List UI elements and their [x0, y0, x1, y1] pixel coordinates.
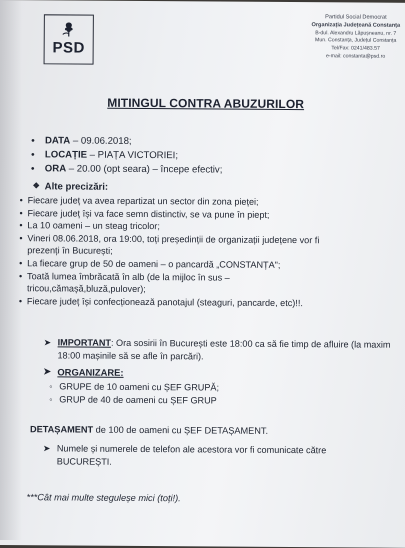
- list-item: • Fiecare județ își va face semn distinctiv, se va pune în piept;: [19, 207, 379, 222]
- organization-name: Organizația Județeană Constanța: [311, 21, 401, 29]
- names-note: ➤ Numele și numerele de telefon ale acestora vor fi comunicate către BUCUREȘTI.: [42, 443, 327, 467]
- detachment-text: de 100 de oameni cu ȘEF DETAȘAMENT.: [93, 424, 269, 436]
- rose-icon: [57, 19, 81, 37]
- header-contact: [296, 14, 405, 62]
- document-title: MITINGUL CONTRA ABUZURILOR: [107, 95, 305, 112]
- arrow-icon: ➤: [43, 337, 52, 348]
- list-item: ◦ GRUP de 40 de oameni cu ȘEF GRUP: [49, 393, 219, 407]
- other-details-heading: ❖ Alte precizări:: [33, 181, 109, 193]
- list-item-line: prezenți în București;: [27, 245, 113, 257]
- phone-line: Tel/Fax: 0241/483.57: [331, 45, 380, 52]
- arrow-icon: ➤: [42, 443, 51, 454]
- info-item-location: ● LOCAȚIE – PIAȚA VICTORIEI;: [31, 148, 223, 163]
- party-name: Partidul Social Democrat: [325, 14, 387, 21]
- info-item-date: ● DATA – 09.06.2018;: [31, 134, 223, 149]
- address-line-1: B-dul. Alexandru Lăpușneanu, nr. 7: [315, 29, 397, 37]
- important-text: : Ora sosirii în București este 18:00 ca să fie timp de afluire (la maxim 18:00 mașinile să se afle în parcări).: [57, 337, 391, 362]
- event-info-list: [31, 134, 223, 177]
- other-details-list: [19, 194, 380, 310]
- arrow-icon: ➤: [43, 366, 51, 377]
- list-item-line: • Vineri 08.06.2018, ora 19:00, toți președinții de organizații județene vor fi: [27, 232, 320, 246]
- list-item-line: tricou,cămașă,bluză,pulover);: [26, 283, 146, 295]
- footer-note: ***Cât mai multe steguleșe mici (toți!).: [26, 492, 181, 504]
- organize-list: [49, 380, 219, 407]
- detachment-label: DETAȘAMENT: [29, 424, 94, 435]
- email-line: e-mail: constanta@psd.ro: [326, 53, 386, 60]
- address-line-2: Mun. Constanța, Județul Constanța: [315, 37, 397, 45]
- list-item: [19, 270, 379, 298]
- logo-text: PSD: [52, 39, 85, 57]
- list-item: • La 10 oameni – un steag tricolor;: [19, 219, 379, 234]
- important-label: IMPORTANT: [57, 337, 112, 348]
- organize-heading: ➤ ORGANIZARE:: [43, 366, 124, 378]
- list-item: [19, 232, 379, 260]
- important-note: [43, 336, 402, 364]
- psd-logo: [44, 14, 94, 64]
- list-item: ◦ GRUPE de 10 oameni cu ȘEF GRUPĂ;: [49, 380, 219, 394]
- list-item: • La fiecare grup de 50 de oameni – o pancardă „CONSTANȚA";: [19, 257, 379, 272]
- list-item: • Fiecare județ va avea repartizat un sector din zona pieței;: [20, 194, 380, 209]
- detachment-line: [30, 424, 268, 436]
- list-item-line: • Toată lumea îmbrăcată în alb (de la mijloc în sus –: [27, 270, 230, 283]
- list-item: • Fiecare județ își confecționează panotajul (steaguri, pancarde, etc)!!.: [19, 295, 379, 310]
- info-item-time: ● ORA – 20.00 (opt seara) – începe efectiv;: [31, 162, 223, 177]
